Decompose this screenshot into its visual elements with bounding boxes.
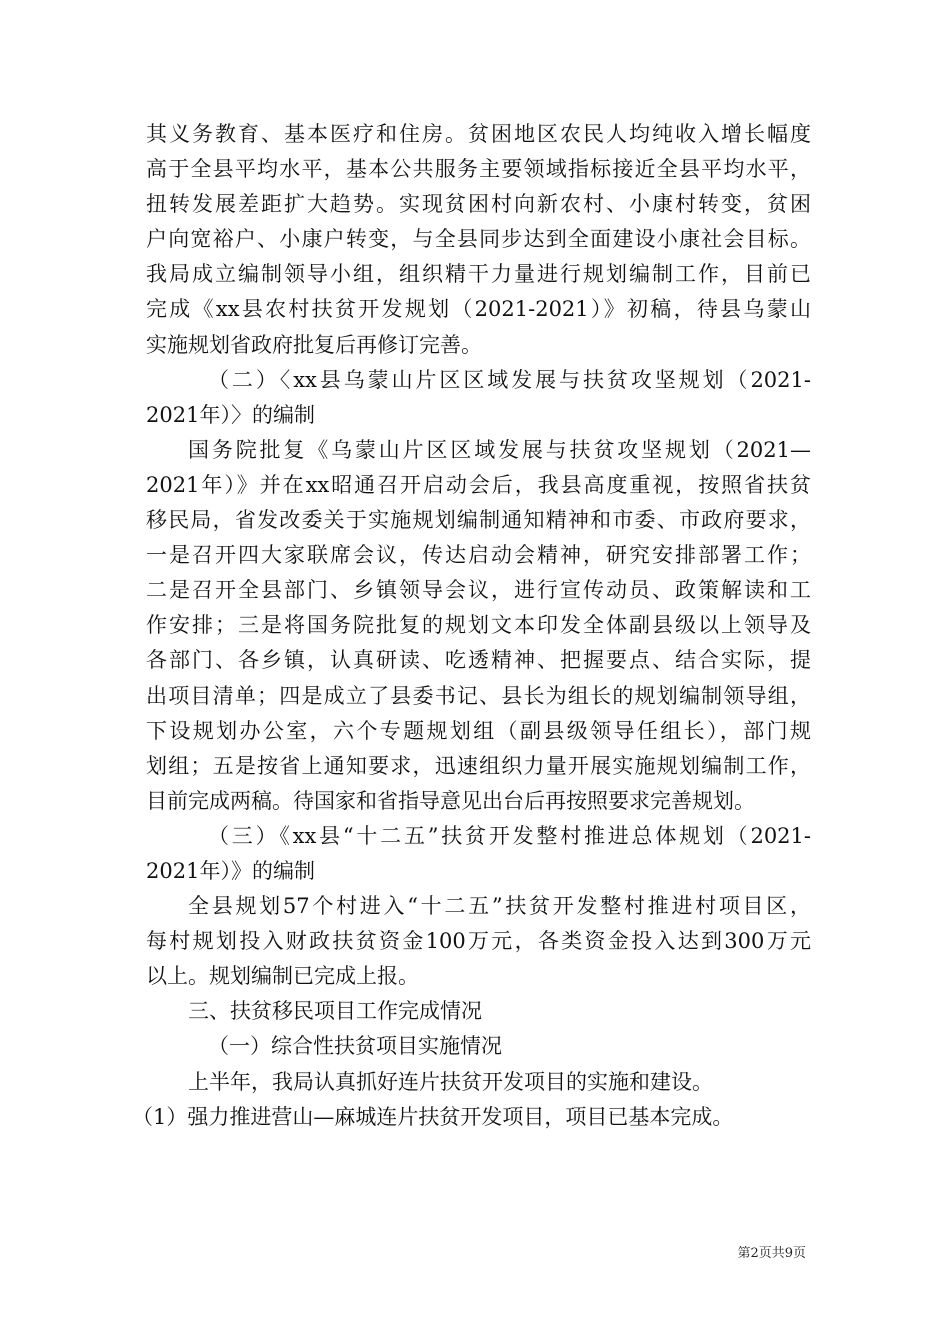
text-line: 作安排；三是将国务院批复的规划文本印发全体副县级以上领导及 [146, 613, 811, 638]
text-line: 完成《xx县农村扶贫开发规划（2021-2021）》初稿，待县乌蒙山 [146, 297, 811, 322]
text-line: 上半年，我局认真抓好连片扶贫开发项目的实施和建设。 [188, 1069, 713, 1094]
text-line: 每村规划投入财政扶贫资金100万元，各类资金投入达到300万元 [146, 929, 811, 954]
text-line: 2021年）》并在xx昭通召开启动会后，我县高度重视，按照省扶贫 [146, 472, 811, 497]
text-line: 国务院批复《乌蒙山片区区域发展与扶贫攻坚规划（2021— [188, 437, 811, 462]
text-line: 二是召开全县部门、乡镇领导会议，进行宣传动员、政策解读和工 [146, 578, 811, 603]
text-line: 实施规划省政府批复后再修订完善。 [146, 332, 482, 357]
text-line: 全县规划57个村进入“十二五”扶贫开发整村推进村项目区， [188, 894, 811, 919]
page-number-footer: 第2页共9页 [737, 1246, 806, 1261]
body-text [132, 117, 811, 1135]
subsection-heading: （一）综合性扶贫项目实施情况 [208, 1034, 502, 1059]
text-line: 以上。规划编制已完成上报。 [146, 964, 419, 989]
section-heading: （三）《xx县“十二五”扶贫开发整村推进总体规划（2021- [208, 823, 811, 848]
section-heading-cont: 2021年）》的编制 [146, 858, 315, 883]
section-heading: （二）〈xx县乌蒙山片区区域发展与扶贫攻坚规划（2021- [208, 367, 811, 392]
text-line: 目前完成两稿。待国家和省指导意见出台后再按照要求完善规划。 [146, 788, 755, 813]
section-heading-cont: 2021年）〉的编制 [146, 402, 315, 427]
text-line: 我局成立编制领导小组，组织精干力量进行规划编制工作，目前已 [146, 262, 811, 287]
text-line: 其义务教育、基本医疗和住房。贫困地区农民人均纯收入增长幅度 [146, 122, 811, 146]
text-line: 一是召开四大家联席会议，传达启动会精神，研究安排部署工作； [146, 543, 811, 568]
text-line: 移民局，省发改委关于实施规划编制通知精神和市委、市政府要求， [146, 508, 811, 533]
text-line: 出项目清单；四是成立了县委书记、县长为组长的规划编制领导组， [146, 683, 811, 708]
text-line: （1）强力推进营山—麻城连片扶贫开发项目，项目已基本完成。 [132, 1104, 734, 1129]
text-line: 各部门、各乡镇，认真研读、吃透精神、把握要点、结合实际，提 [146, 648, 811, 673]
text-line: 高于全县平均水平，基本公共服务主要领域指标接近全县平均水平， [146, 157, 811, 182]
text-line: 扭转发展差距扩大趋势。实现贫困村向新农村、小康村转变，贫困 [146, 192, 811, 217]
text-line: 下设规划办公室，六个专题规划组（副县级领导任组长），部门规 [146, 718, 811, 743]
text-line: 划组；五是按省上通知要求，迅速组织力量开展实施规划编制工作， [146, 753, 811, 778]
section-heading: 三、扶贫移民项目工作完成情况 [188, 999, 482, 1024]
text-line: 户向宽裕户、小康户转变，与全县同步达到全面建设小康社会目标。 [146, 227, 811, 252]
